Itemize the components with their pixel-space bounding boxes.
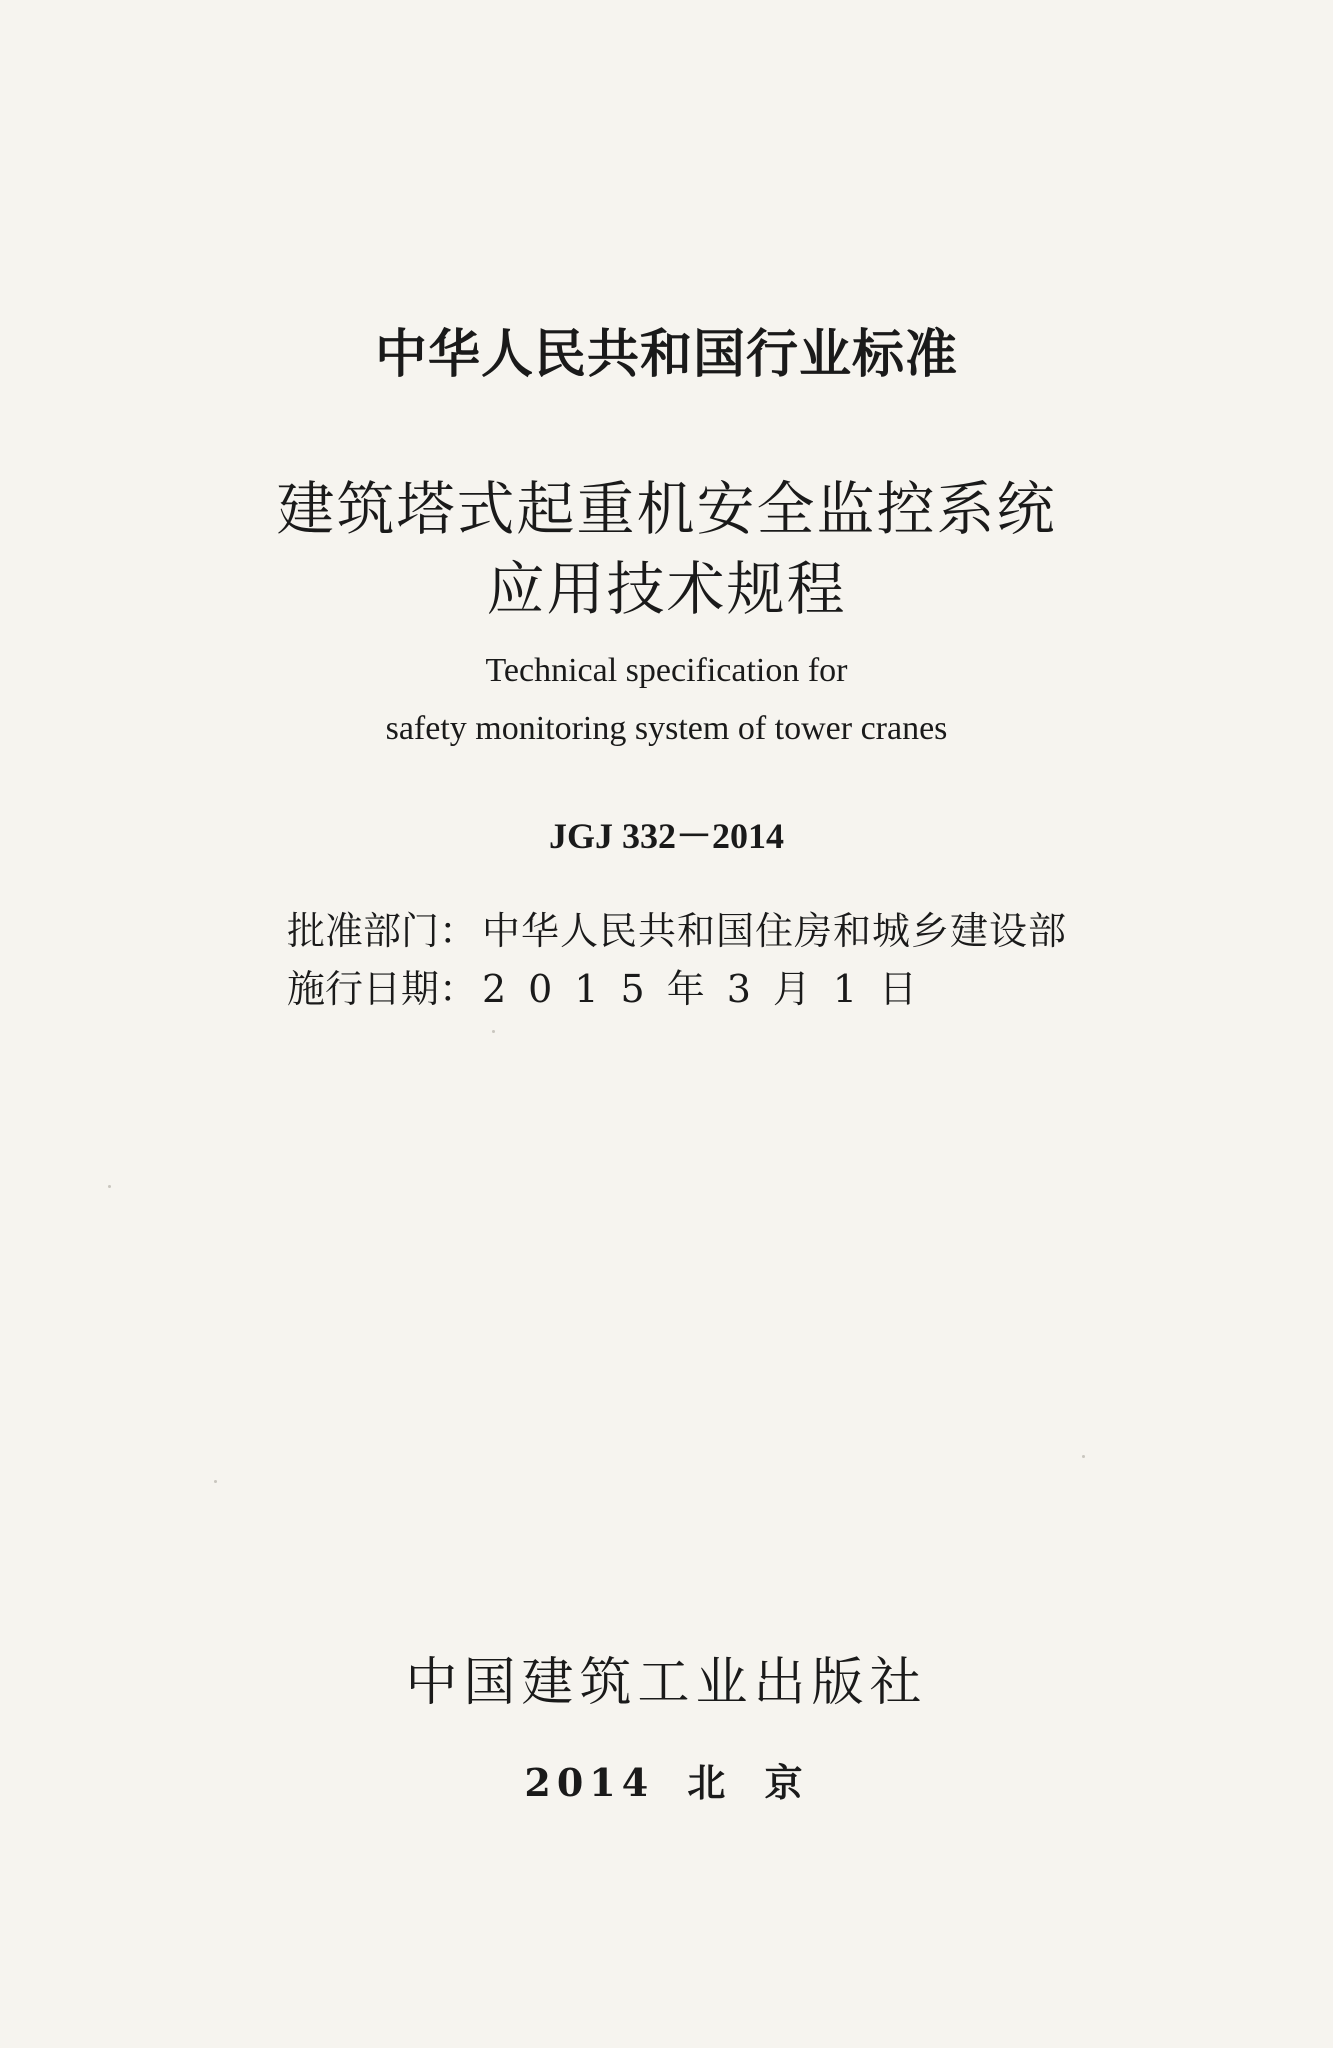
paper-speck — [214, 1480, 217, 1483]
paper-speck — [1082, 1455, 1085, 1458]
effective-date-label: 施行日期： — [287, 967, 478, 1011]
approval-label: 批准部门： — [287, 909, 478, 953]
english-title-line-1: Technical specification for — [485, 652, 848, 689]
approval-info-block — [287, 900, 1087, 1016]
publication-place-year: 2014 北 京 — [524, 1760, 809, 1805]
approval-row — [287, 900, 1087, 958]
standard-code: JGJ 332－2014 — [548, 816, 784, 856]
document-title-line-1: 建筑塔式起重机安全监控系统 — [276, 475, 1057, 543]
effective-date-row — [287, 958, 1087, 1016]
publisher-name: 中国建筑工业出版社 — [405, 1653, 928, 1713]
effective-date-value: 2015年3月1日 — [482, 967, 940, 1011]
document-title-line-2: 应用技术规程 — [486, 555, 847, 623]
approval-value: 中华人民共和国住房和城乡建设部 — [482, 909, 1068, 953]
paper-speck — [108, 1185, 111, 1188]
english-title-line-2: safety monitoring system of tower cranes — [385, 710, 948, 747]
standard-category-heading: 中华人民共和国行业标准 — [374, 325, 958, 385]
paper-speck — [492, 1030, 495, 1033]
